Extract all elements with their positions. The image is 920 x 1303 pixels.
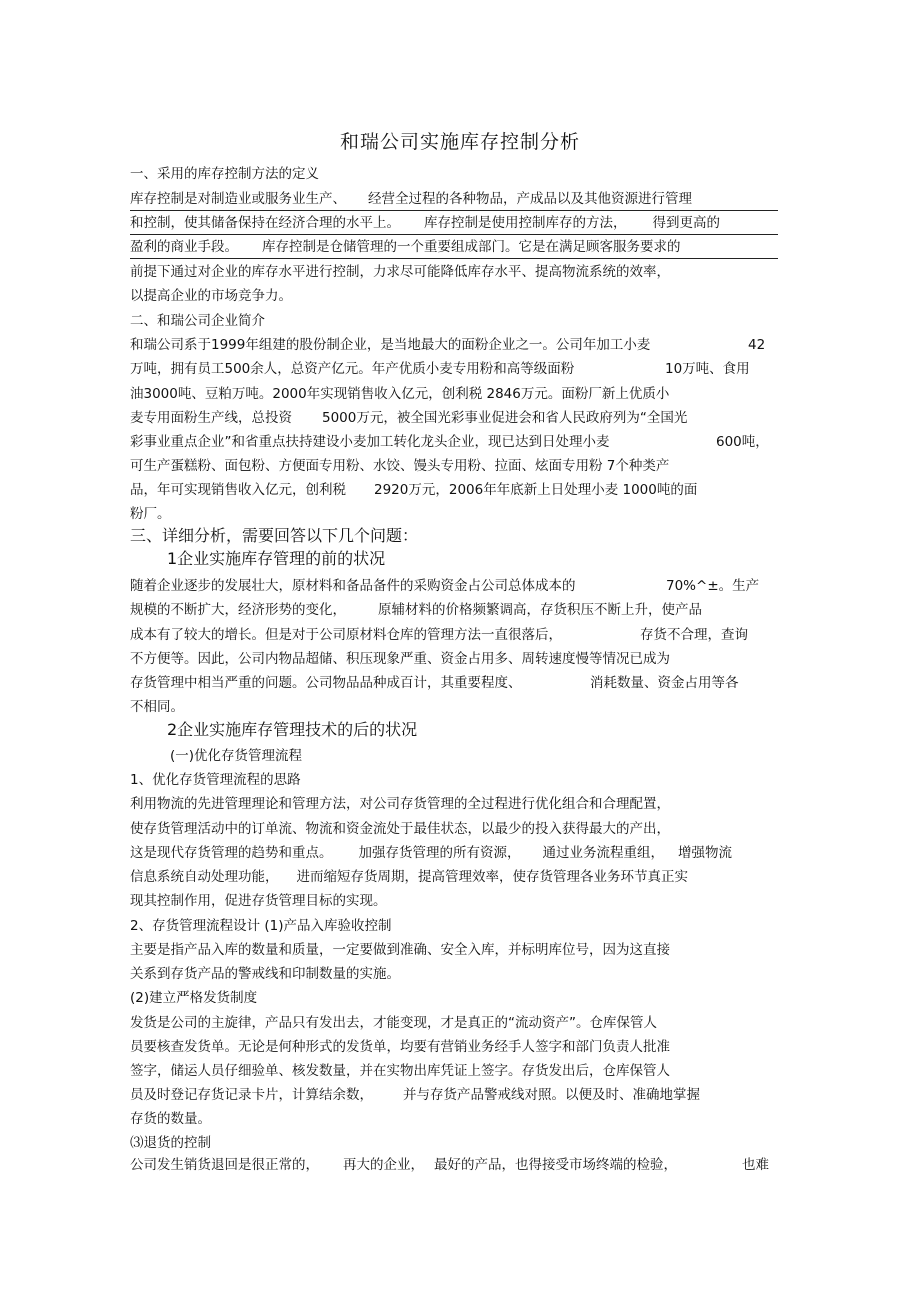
paragraph-line: 现其控制作用，促进存货管理目标的实现。 [130,893,387,909]
paragraph-line [130,238,778,259]
text-segment: 彩事业重点企业”和省重点扶持建设小麦加工转化龙头企业，现已达到日处理小麦 [130,434,610,450]
text-segment: 也难 [742,1157,769,1173]
text-segment: 通过业务流程重组， [542,845,664,861]
paragraph-line: 关系到存货产品的警戒线和印制数量的实施。 [130,966,400,982]
text-segment: 规模的不断扩大，经济形势的变化， [130,602,346,618]
document-title: 和瑞公司实施库存控制分析 [339,131,580,153]
text-segment: 得到更高的 [652,215,720,231]
paragraph-line [130,577,576,595]
text-segment: 员及时登记存货记录卡片，计算结余数， [130,1087,373,1103]
text-segment: 2920万元，2006年年底新上日处理小麦 1000吨的面 [374,482,698,498]
subsection-heading: 2企业实施库存管理技术的后的状况 [167,720,418,739]
text-segment: 万吨，拥有员工500余人，总资产亿元。年产优质小麦专用粉和高等级面粉 [130,361,575,377]
text-segment: 和瑞公司系于1999年组建的股份制企业，是当地最大的面粉企业之一。公司年加工小麦 [130,337,651,353]
paragraph-line: 以提高企业的市场竞争力。 [130,288,292,304]
paragraph-line: 前提下通过对企业的库存水平进行控制，力求尽可能降低库存水平、提高物流系统的效率， [130,264,670,280]
text-segment: 随着企业逐步的发展壮大，原材料和备品备件的采购资金占公司总体成本的 [130,578,576,594]
paragraph-line: 主要是指产品入库的数量和质量，一定要做到准确、安全入库，并标明库位号，因为这直接 [130,942,670,958]
paragraph-line [130,674,522,692]
section-heading-2: 二、和瑞公司企业简介 [130,313,265,329]
paragraph-line: 使存货管理活动中的订单流、物流和资金流处于最佳状态，以最少的投入获得最大的产出， [130,821,670,837]
paragraph-line [130,601,702,619]
text-segment: 消耗数量、资金占用等各 [590,675,739,691]
paragraph-line: 油3000吨、豆粕万吨。2000年实现销售收入亿元，创利税 2846万元。面粉厂新上优质小 [130,386,670,402]
paragraph-line [130,433,610,451]
text-segment: 5000万元，被全国光彩事业促进会和省人民政府列为“全国光 [322,410,688,426]
text-segment: 原辅材料的价格频繁调高，存货积压不断上升，使产品 [378,602,702,618]
paragraph-line: 存货的数量。 [130,1111,211,1127]
paragraph-line [130,190,778,211]
text-segment: 加强存货管理的所有资源， [358,845,521,861]
subsection-heading: (2)建立严格发货制度 [130,990,258,1006]
text-segment: 库存控制是对制造业或服务业生产、 [130,191,346,207]
paragraph-line [130,868,688,886]
text-segment: 公司发生销货退回是很正常的， [130,1157,319,1173]
paragraph-line: 不相同。 [130,699,184,715]
paragraph-line: 粉厂。 [130,506,171,522]
section-heading-3: 三、详细分析，需要回答以下几个问题： [130,526,419,545]
subsection-heading: (一)优化存货管理流程 [170,748,303,764]
paragraph-line: 可生产蛋糕粉、面包粉、方便面专用粉、水饺、馒头专用粉、拉面、炫面专用粉 7个种类产 [130,458,670,474]
text-segment: 10万吨、食用 [665,361,750,377]
text-segment: 盈利的商业手段。 [130,239,238,255]
text-segment: 这是现代存货管理的趋势和重点。 [130,845,333,861]
paragraph-line [130,336,650,354]
subsection-heading: 1企业实施库存管理的前的状况 [167,549,386,568]
paragraph-line [130,1156,677,1174]
subsection-heading: ⑶退货的控制 [130,1135,211,1151]
text-segment: 70%^±。生产 [666,578,760,594]
text-segment: 最好的产品，也得接受市场终端的检验， [434,1157,677,1173]
text-segment: 进而缩短存货周期，提高管理效率，使存货管理各业务环节真正实 [296,869,688,885]
text-segment: 600吨， [716,434,769,450]
text-segment: 再大的企业， [343,1157,424,1173]
text-segment: 增强物流 [678,845,732,861]
paragraph-line [130,626,562,644]
paragraph-line [130,360,574,378]
text-segment: 存货管理中相当严重的问题。公司物品品种成百计，其重要程度、 [130,675,522,691]
paragraph-line [130,409,687,427]
paragraph-line: 签字，储运人员仔细验单、核发数量，并在实物出库凭证上签字。存货发出后，仓库保管人 [130,1063,670,1079]
paragraph-line [130,844,732,862]
text-segment: 成本有了较大的增长。但是对于公司原材料仓库的管理方法一直很落后， [130,627,562,643]
text-segment: 库存控制是使用控制库存的方法， [424,215,627,231]
text-segment: 库存控制是仓储管理的一个重要组成部门。它是在满足顾客服务要求的 [262,239,681,255]
paragraph-line [130,1086,700,1104]
text-segment: 品，年可实现销售收入亿元，创利税 [130,482,346,498]
text-segment: 并与存货产品警戒线对照。以便及时、准确地掌握 [403,1087,700,1103]
subsection-heading: 2、存货管理流程设计 (1)产品入库验收控制 [130,918,392,934]
paragraph-line [130,481,697,499]
text-segment: 经营全过程的各种物品，产成品以及其他资源进行管理 [368,191,692,207]
text-segment: 麦专用面粉生产线，总投资 [130,410,292,426]
text-segment: 42 [748,337,766,353]
paragraph-line: 发货是公司的主旋律，产品只有发出去，才能变现，才是真正的“流动资产”。仓库保管人 [130,1015,657,1031]
text-segment: 和控制，使其储备保持在经济合理的水平上。 [130,215,400,231]
paragraph-line [130,214,778,235]
paragraph-line: 员要核查发货单。无论是何种形式的发货单，均要有营销业务经手人签字和部门负责人批准 [130,1039,670,1055]
paragraph-line: 不方便等。因此，公司内物品超储、积压现象严重、资金占用多、周转速度慢等情况已成为 [130,651,670,667]
section-heading-1: 一、采用的库存控制方法的定义 [130,166,319,182]
paragraph-line: 利用物流的先进管理理论和管理方法，对公司存货管理的全过程进行优化组合和合理配置， [130,796,670,812]
text-segment: 存货不合理，查询 [640,627,748,643]
text-segment: 信息系统自动处理功能， [130,869,279,885]
subsection-heading: 1、优化存货管理流程的思路 [130,772,301,788]
